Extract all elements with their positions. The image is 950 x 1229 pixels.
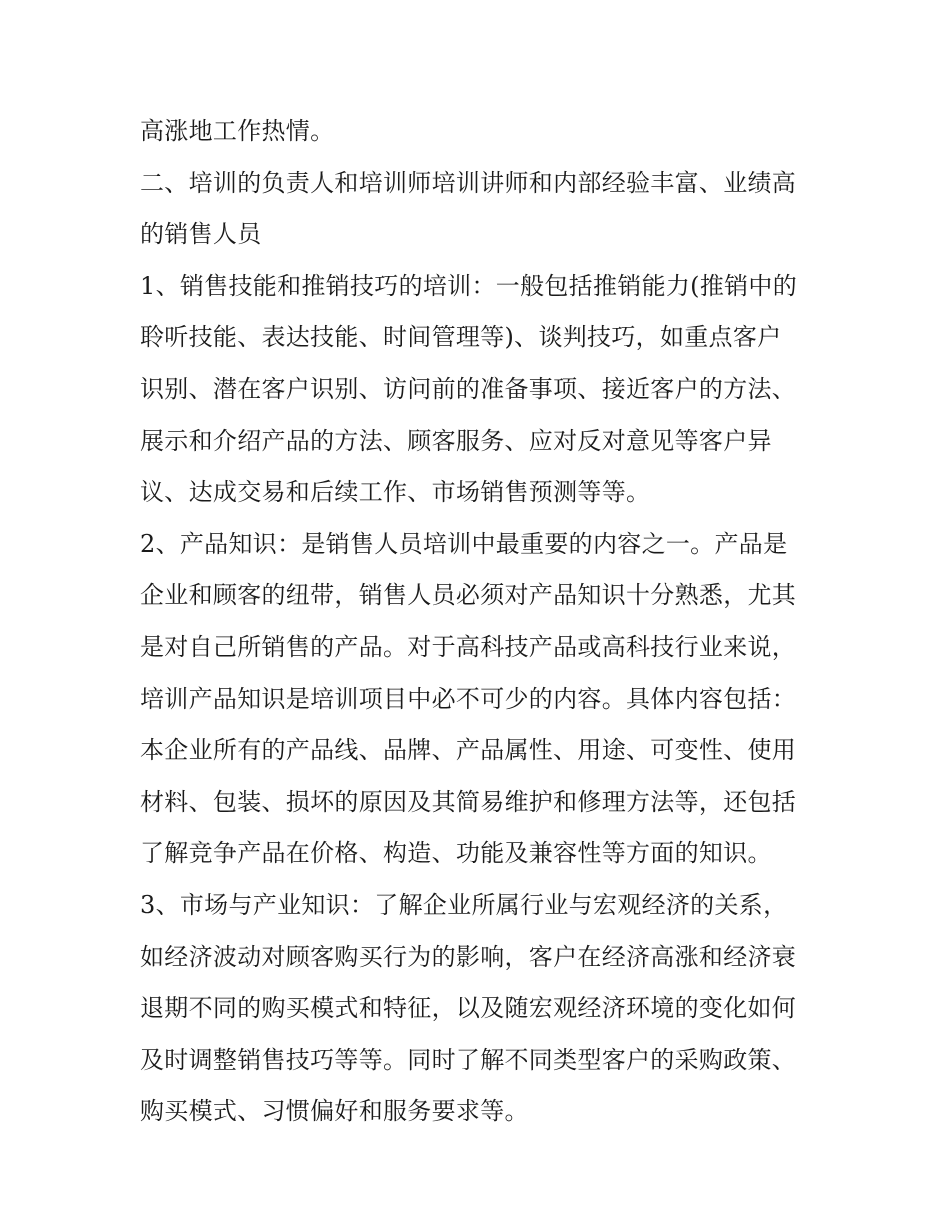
- text-line: 议、达成交易和后续工作、市场销售预测等等。: [140, 478, 651, 507]
- text-line: 1、销售技能和推销技巧的培训：一般包括推销能力(推销中的: [140, 271, 798, 300]
- text-line: 2、产品知识：是销售人员培训中最重要的内容之一。产品是: [140, 529, 788, 558]
- text-line: 展示和介绍产品的方法、顾客服务、应对反对意见等客户异: [140, 426, 772, 455]
- text-line: 如经济波动对顾客购买行为的影响，客户在经济高涨和经济衰: [140, 942, 797, 971]
- text-line: 及时调整销售技巧等等。同时了解不同类型客户的采购政策、: [140, 1045, 797, 1074]
- text-line: 的销售人员: [140, 220, 262, 249]
- text-line: 购买模式、习惯偏好和服务要求等。: [140, 1097, 529, 1126]
- text-line: 了解竞争产品在价格、构造、功能及兼容性等方面的知识。: [140, 839, 772, 868]
- text-line: 识别、潜在客户识别、访问前的准备事项、接近客户的方法、: [140, 374, 797, 403]
- text-line: 高涨地工作热情。: [140, 117, 335, 145]
- text-line: 是对自己所销售的产品。对于高科技产品或高科技行业来说，: [140, 632, 797, 661]
- text-line: 二、培训的负责人和培训师培训讲师和内部经验丰富、业绩高: [140, 168, 797, 197]
- text-line: 退期不同的购买模式和特征，以及随宏观经济环境的变化如何: [140, 994, 797, 1023]
- text-line: 培训产品知识是培训项目中必不可少的内容。具体内容包括：: [140, 684, 797, 713]
- text-line: 企业和顾客的纽带，销售人员必须对产品知识十分熟悉，尤其: [140, 581, 797, 610]
- text-line: 本企业所有的产品线、品牌、产品属性、用途、可变性、使用: [140, 736, 797, 765]
- text-line: 3、市场与产业知识：了解企业所属行业与宏观经济的关系，: [140, 890, 788, 919]
- text-line: 材料、包装、损坏的原因及其简易维护和修理方法等，还包括: [140, 787, 797, 816]
- body-text: [140, 106, 830, 1138]
- text-line: 聆听技能、表达技能、时间管理等)、谈判技巧，如重点客户: [140, 323, 782, 352]
